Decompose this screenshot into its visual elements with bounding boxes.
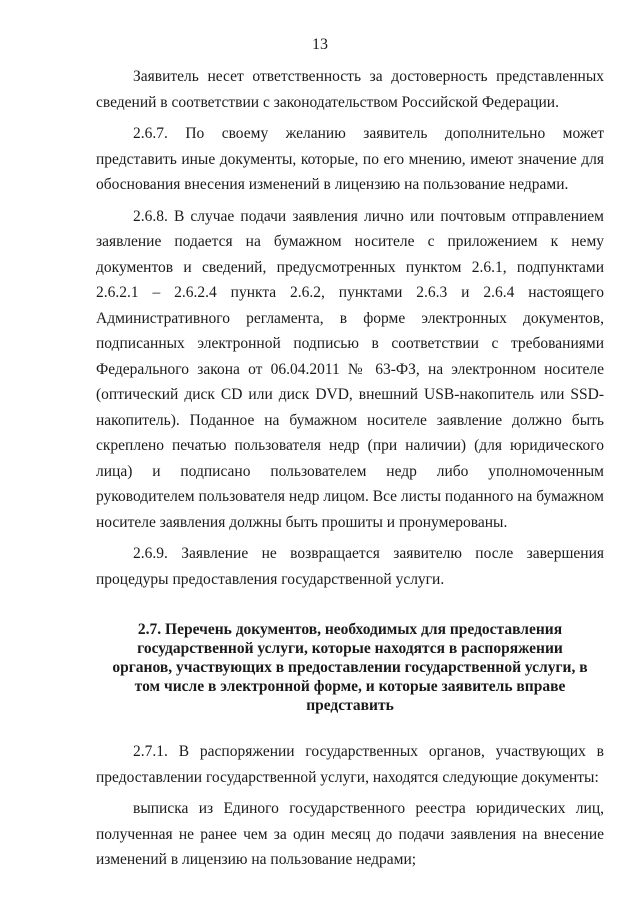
section-heading-2-7: 2.7. Перечень документов, необходимых для предоставления государственной услуги, которые находятся в распоряжении органов, участвующих в предоставлении государственной услуги, в том числе в электронной форме, и которые заявитель вправе представить [112,621,588,714]
paragraph-egrul-extract: выписка из Единого государственного реестра юридических лиц, полученная не ранее чем за один месяц до подачи заявления на внесение изменений в лицензию на пользование недрами; [96,800,604,868]
paragraph-2-6-9: 2.6.9. Заявление не возвращается заявителю после завершения процедуры предоставления государственной услуги. [96,545,604,588]
paragraph-responsibility: Заявитель несет ответственность за достоверность представленных сведений в соответствии с законодательством Российской Федерации. [96,68,604,111]
paragraph-2-6-8: 2.6.8. В случае подачи заявления лично или почтовым отправлением заявление подается на бумажном носителе с приложением к нему документов и сведений, предусмотренных пунктом 2.6.1, подпунктами 2.6.2.1 – 2.6.2.4 пункта 2.6.2, пунктами 2.6.3 и 2.6.4 настоящего Административного регламента, в форме электронных документов, подписанных электронной подписью в соответствии с требованиями Федерального закона от 06.04.2011 № 63-ФЗ, на электронном носителе (оптический диск CD или диск DVD, внешний USB-накопитель или SSD-накопитель). Поданное на бумажном носителе заявление должно быть скреплено печатью пользователя недр (при наличии) (для юридического лица) и подписано пользователем недр либо уполномоченным руководителем пользователя недр лицом. Все листы поданного на бумажном носителе заявления должны быть прошиты и пронумерованы. [96,207,604,531]
paragraph-2-7-1: 2.7.1. В распоряжении государственных органов, участвующих в предоставлении государственной услуги, находятся следующие документы: [96,743,604,786]
page-number: 13 [312,36,328,53]
document-body [96,64,604,873]
paragraph-2-6-7: 2.6.7. По своему желанию заявитель дополнительно может представить иные документы, которые, по его мнению, имеют значение для обоснования внесения изменений в лицензию на пользование недрами. [96,125,604,193]
